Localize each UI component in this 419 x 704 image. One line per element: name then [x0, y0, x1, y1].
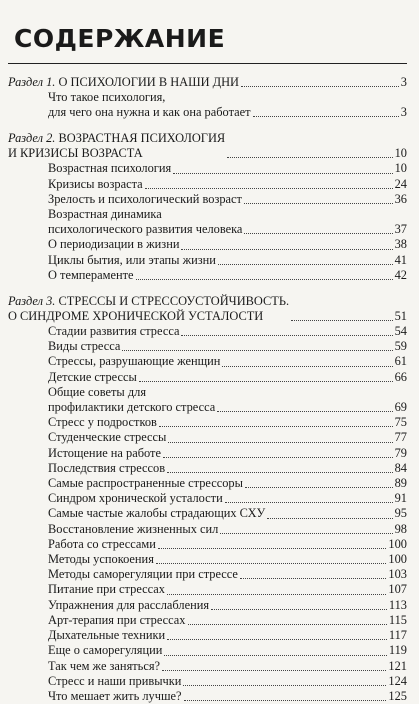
page-number: 3	[400, 75, 407, 89]
toc-entry[interactable]	[48, 161, 407, 176]
toc-entry-line: Возрастная динамика	[48, 207, 162, 222]
page-number: 59	[394, 339, 407, 354]
section-heading[interactable]	[8, 75, 407, 90]
toc-entry[interactable]	[48, 354, 407, 369]
toc-entry-title	[48, 674, 181, 689]
dot-leader	[145, 188, 393, 189]
toc-entry-title	[48, 552, 154, 567]
toc-entry-title	[48, 430, 166, 445]
dot-leader	[163, 457, 393, 458]
dot-leader	[244, 233, 392, 234]
toc-section	[8, 131, 407, 283]
toc-entry-line: Общие советы для	[48, 384, 147, 399]
page-number: 42	[394, 267, 407, 282]
toc-entry-line: Что мешает жить лучше?	[48, 688, 182, 703]
toc-entry-line: Еще о саморегуляции	[48, 643, 163, 658]
toc-entry[interactable]	[48, 537, 407, 552]
page-number: 10	[394, 146, 407, 161]
toc-entry-line: Питание при стрессах	[48, 582, 165, 597]
page-number: 100	[388, 552, 407, 567]
toc-entry-line: Виды стресса	[48, 339, 121, 354]
toc-entry-line: Истощение на работе	[48, 445, 161, 460]
toc-entry-line: Детские стрессы	[48, 369, 137, 384]
toc-entry-line: О периодизации в жизни	[48, 237, 180, 252]
page-number: 24	[394, 176, 407, 191]
dot-leader	[188, 624, 387, 625]
section-title: О ПСИХОЛОГИИ В НАШИ ДНИ	[58, 75, 240, 89]
toc-entry-title	[48, 268, 134, 283]
toc-entry[interactable]	[48, 628, 407, 643]
toc-entry[interactable]	[48, 237, 407, 252]
section-title-line: СТРЕССЫ И СТРЕССОУСТОЙЧИВОСТЬ.	[58, 294, 290, 309]
section-prefix: Раздел 3.	[8, 294, 56, 309]
page-number: 89	[394, 476, 407, 491]
dot-leader	[245, 487, 393, 488]
toc-entry[interactable]	[48, 476, 407, 491]
toc-entry-title	[48, 192, 242, 207]
dot-leader	[167, 639, 387, 640]
section-heading-text	[8, 75, 239, 90]
dot-leader	[241, 86, 399, 87]
section-entries	[48, 324, 407, 704]
dot-leader	[139, 381, 393, 382]
section-prefix: Раздел 1.	[8, 75, 56, 89]
dot-leader	[181, 249, 392, 250]
dot-leader	[184, 700, 387, 701]
toc-entry-title	[48, 537, 156, 552]
toc-entry-line: Зрелость и психологический возраст	[48, 191, 242, 206]
page-number: 66	[394, 369, 407, 384]
page-number: 10	[394, 161, 407, 176]
dot-leader	[222, 366, 392, 367]
page-title: СОДЕРЖАНИЕ	[14, 24, 226, 53]
toc-entry-title	[48, 177, 143, 192]
toc-entry-line: Последствия стрессов	[48, 460, 166, 475]
page-number: 125	[388, 688, 407, 703]
toc-entry-title	[48, 491, 223, 506]
toc-entry[interactable]	[48, 659, 407, 674]
dot-leader	[164, 655, 386, 656]
page-number: 117	[388, 628, 407, 643]
toc-entry[interactable]	[48, 324, 407, 339]
dot-leader	[225, 502, 393, 503]
toc-entry-line: Студенческие стрессы	[48, 430, 167, 445]
toc-entry-title	[48, 659, 160, 674]
dot-leader	[173, 173, 392, 174]
section-title-line: ВОЗРАСТНАЯ ПСИХОЛОГИЯ	[58, 131, 226, 146]
toc-entry[interactable]	[48, 598, 407, 613]
dot-leader	[122, 350, 392, 351]
dot-leader	[156, 563, 387, 564]
toc-entry[interactable]	[48, 567, 407, 582]
page-number: 37	[394, 222, 407, 237]
page-number: 77	[394, 430, 407, 445]
page-number: 41	[394, 252, 407, 267]
page-number: 119	[388, 643, 407, 658]
toc-entry-line: Так чем же заняться?	[48, 658, 161, 673]
section-prefix: Раздел 2.	[8, 131, 56, 146]
toc-entry-title	[48, 461, 165, 476]
toc-entry[interactable]	[48, 491, 407, 506]
toc-entry-title	[48, 354, 220, 369]
toc-entry[interactable]	[48, 385, 407, 415]
page-number: 51	[394, 309, 407, 324]
page-number: 103	[388, 567, 407, 582]
toc-entry-title	[48, 415, 157, 430]
page-number: 69	[394, 400, 407, 415]
toc-entry-line: Кризисы возраста	[48, 176, 143, 191]
page-number: 38	[394, 237, 407, 252]
toc-entry-line: Синдром хронической усталости	[48, 491, 223, 506]
toc-entry[interactable]	[48, 689, 407, 704]
dot-leader	[136, 279, 393, 280]
page-number: 79	[394, 445, 407, 460]
section-heading[interactable]	[8, 131, 407, 161]
table-of-contents	[8, 75, 407, 704]
dot-leader	[218, 264, 393, 265]
toc-entry-title	[48, 689, 182, 704]
toc-entry[interactable]	[48, 582, 407, 597]
toc-entry[interactable]	[48, 613, 407, 628]
page-number: 124	[388, 673, 407, 688]
dot-leader	[240, 578, 386, 579]
toc-entry[interactable]	[48, 207, 407, 237]
toc-entry-title	[48, 522, 218, 537]
toc-entry-title	[48, 237, 179, 252]
toc-entry-title	[48, 476, 243, 491]
dot-leader	[158, 548, 387, 549]
dot-leader	[159, 426, 393, 427]
toc-entry-line: Стрессы, разрушающие женщин	[48, 354, 221, 369]
toc-entry-line: Методы саморегуляции при стрессе	[48, 567, 238, 582]
toc-entry-title	[48, 90, 251, 120]
dot-leader	[183, 685, 386, 686]
toc-entry[interactable]	[48, 90, 407, 120]
page-number: 61	[394, 354, 407, 369]
section-title-line: И КРИЗИСЫ ВОЗРАСТА	[8, 146, 143, 161]
toc-entry-title	[48, 567, 238, 582]
toc-entry-line: для чего она нужна и как она работает	[48, 105, 251, 120]
page-number: 75	[394, 415, 407, 430]
toc-entry-line: Восстановление жизненных сил	[48, 521, 219, 536]
section-heading-text	[8, 131, 225, 161]
section-heading[interactable]	[8, 294, 407, 324]
dot-leader	[211, 609, 387, 610]
page-number: 95	[394, 506, 407, 521]
toc-section	[8, 294, 407, 704]
section-entries	[48, 90, 407, 120]
toc-entry[interactable]	[48, 370, 407, 385]
page-number: 113	[388, 597, 407, 612]
dot-leader	[220, 533, 392, 534]
toc-entry-title	[48, 628, 165, 643]
toc-entry-title	[48, 385, 215, 415]
toc-section	[8, 75, 407, 120]
section-title-line: О СИНДРОМЕ ХРОНИЧЕСКОЙ УСТАЛОСТИ	[8, 309, 264, 324]
toc-entry-line: Циклы бытия, или этапы жизни	[48, 252, 216, 267]
page-number: 121	[388, 658, 407, 673]
toc-entry[interactable]	[48, 506, 407, 521]
toc-entry[interactable]	[48, 522, 407, 537]
toc-entry-title	[48, 582, 165, 597]
toc-entry-line: психологического развития человека	[48, 222, 243, 237]
toc-entry-title	[48, 643, 162, 658]
title-rule	[8, 63, 407, 64]
dot-leader	[162, 670, 386, 671]
page-number: 84	[394, 460, 407, 475]
toc-entry-line: Арт-терапия при стрессах	[48, 612, 186, 627]
page-number: 115	[388, 612, 407, 627]
toc-entry[interactable]	[48, 415, 407, 430]
toc-entry[interactable]	[48, 177, 407, 192]
toc-entry-line: О темпераменте	[48, 267, 134, 282]
toc-entry-line: Дыхательные техники	[48, 628, 166, 643]
dot-leader	[291, 320, 393, 321]
page-number: 54	[394, 324, 407, 339]
toc-entry-title	[48, 207, 242, 237]
toc-entry-title	[48, 370, 137, 385]
toc-entry-line: Возрастная психология	[48, 161, 172, 176]
dot-leader	[244, 203, 393, 204]
dot-leader	[267, 518, 392, 519]
toc-entry[interactable]	[48, 339, 407, 354]
toc-entry-title	[48, 598, 209, 613]
toc-entry-title	[48, 613, 186, 628]
toc-entry-title	[48, 446, 161, 461]
toc-entry[interactable]	[48, 268, 407, 283]
toc-entry-line: Упражнения для расслабления	[48, 597, 210, 612]
dot-leader	[253, 116, 399, 117]
toc-entry[interactable]	[48, 552, 407, 567]
dot-leader	[167, 594, 386, 595]
toc-entry-line: Что такое психология,	[48, 90, 166, 104]
toc-entry-title	[48, 506, 265, 521]
dot-leader	[227, 157, 392, 158]
toc-entry[interactable]	[48, 674, 407, 689]
page-number: 36	[394, 191, 407, 206]
toc-entry-line: Работа со стрессами	[48, 536, 156, 551]
toc-entry[interactable]	[48, 461, 407, 476]
toc-entry[interactable]	[48, 643, 407, 658]
page-number: 100	[388, 536, 407, 551]
toc-entry-line: Стадии развития стресса	[48, 324, 180, 339]
page-number: 91	[394, 491, 407, 506]
toc-entry-title	[48, 253, 216, 268]
toc-entry-line: Самые частые жалобы страдающих СХУ	[48, 506, 266, 521]
toc-entry[interactable]	[48, 253, 407, 268]
toc-entry-title	[48, 161, 171, 176]
toc-entry-line: Стресс у подростков	[48, 415, 157, 430]
toc-entry[interactable]	[48, 430, 407, 445]
toc-entry-line: профилактики детского стресса	[48, 400, 216, 415]
dot-leader	[168, 442, 392, 443]
toc-entry-line: Методы успокоения	[48, 552, 154, 567]
page-number: 98	[394, 521, 407, 536]
toc-entry-title	[48, 339, 120, 354]
toc-entry[interactable]	[48, 192, 407, 207]
page-number: 3	[400, 105, 407, 120]
page-number: 107	[388, 582, 407, 597]
dot-leader	[181, 335, 392, 336]
toc-entry-line: Самые распространенные стрессоры	[48, 476, 243, 491]
toc-entry-title	[48, 324, 179, 339]
toc-entry[interactable]	[48, 446, 407, 461]
dot-leader	[217, 411, 392, 412]
dot-leader	[167, 472, 393, 473]
section-entries	[48, 161, 407, 283]
section-heading-text	[8, 294, 289, 324]
toc-entry-line: Стресс и наши привычки	[48, 673, 182, 688]
